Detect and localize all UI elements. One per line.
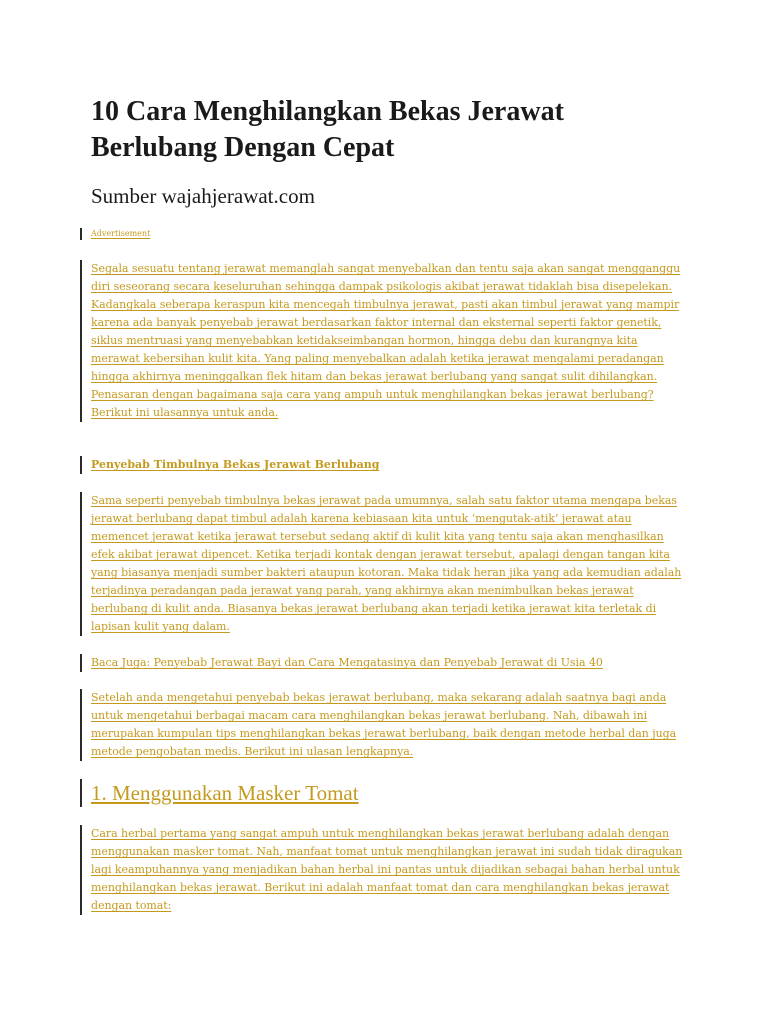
- advertisement-block: [80, 228, 150, 240]
- intro-paragraph-link[interactable]: Segala sesuatu tentang jerawat memanglah sangat menyebalkan dan tentu saja akan sangat mengganggu diri seseorang secara keseluruhan sehingga dampak psikologis akibat jerawat tidaklah bisa disepelekan. Kadangkala seberapa keraspun kita mencegah timbulnya jerawat, pasti akan timbul jerawat yang mampir karena ada banyak penyebab jerawat berdasarkan faktor internal dan eksternal seperti faktor genetik, siklus mentruasi yang menyebabkan ketidakseimbangan hormon, hingga debu dan kurangnya kita merawat kebersihan kulit kita. Yang paling menyebalkan adalah ketika jerawat mengalami peradangan hingga akhirnya meninggalkan flek hitam dan bekas jerawat berlubang yang sangat sulit dihilangkan. Penasaran dengan bagaimana saja cara yang ampuh untuk menghilangkan bekas jerawat berlubang? Berikut ini ulasannya untuk anda.: [91, 262, 681, 419]
- article-source: Sumber wajahjerawat.com: [91, 184, 315, 208]
- cause-heading-link[interactable]: Penyebab Timbulnya Bekas Jerawat Berlubang: [91, 458, 380, 471]
- advertisement-link[interactable]: Advertisement: [91, 229, 151, 238]
- transition-paragraph-block: [80, 689, 683, 761]
- section1-paragraph-block: [80, 825, 683, 915]
- section1-heading-block: [80, 779, 359, 807]
- cause-heading-block: [80, 456, 379, 474]
- cause-paragraph-block: [80, 492, 683, 636]
- section1-paragraph-link[interactable]: Cara herbal pertama yang sangat ampuh untuk menghilangkan bekas jerawat berlubang adalah dengan menggunakan masker tomat. Nah, manfaat tomat untuk menghilangkan jerawat ini sudah tidak diragukan lagi keampuhannya yang menjadikan bahan herbal ini pantas untuk dijadikan sebagai bahan herbal untuk menghilangkan bekas jerawat. Berikut ini adalah manfaat tomat dan cara menghilangkan bekas jerawat dengan tomat:: [91, 827, 683, 912]
- article-title: 10 Cara Menghilangkan Bekas Jerawat Berlubang Dengan Cepat: [91, 96, 564, 163]
- transition-paragraph-link[interactable]: Setelah anda mengetahui penyebab bekas jerawat berlubang, maka sekarang adalah saatnya bagi anda untuk mengetahui berbagai macam cara menghilangkan bekas jerawat berlubang. Nah, dibawah ini merupakan kumpulan tips menghilangkan bekas jerawat berlubang, baik dengan metode herbal dan juga metode pengobatan medis. Berikut ini ulasan lengkapnya.: [91, 691, 677, 758]
- section1-heading-link[interactable]: 1. Menggunakan Masker Tomat: [91, 781, 359, 805]
- cause-paragraph-link[interactable]: Sama seperti penyebab timbulnya bekas jerawat pada umumnya, salah satu faktor utama mengapa bekas jerawat berlubang dapat timbul adalah karena kebiasaan kita untuk ‘mengutak-atik’ jerawat atau memencet jerawat ketika jerawat tersebut sedang aktif di kulit kita yang tentu saja akan menghasilkan efek akibat jerawat dipencet. Ketika terjadi kontak dengan jerawat tersebut, apalagi dengan tangan kita yang biasanya menjadi sumber bakteri ataupun kotoran. Maka tidak heran jika yang ada kemudian adalah terjadinya peradangan pada jerawat yang parah, yang akhirnya akan menimbulkan bekas jerawat berlubang di kulit anda. Biasanya bekas jerawat berlubang akan terjadi ketika jerawat kita terletak di lapisan kulit yang dalam.: [91, 494, 682, 633]
- read-also-link[interactable]: Baca Juga: Penyebab Jerawat Bayi dan Cara Mengatasinya dan Penyebab Jerawat di Usia 40: [91, 656, 603, 669]
- intro-paragraph-block: [80, 260, 683, 422]
- read-also-block: [80, 654, 683, 672]
